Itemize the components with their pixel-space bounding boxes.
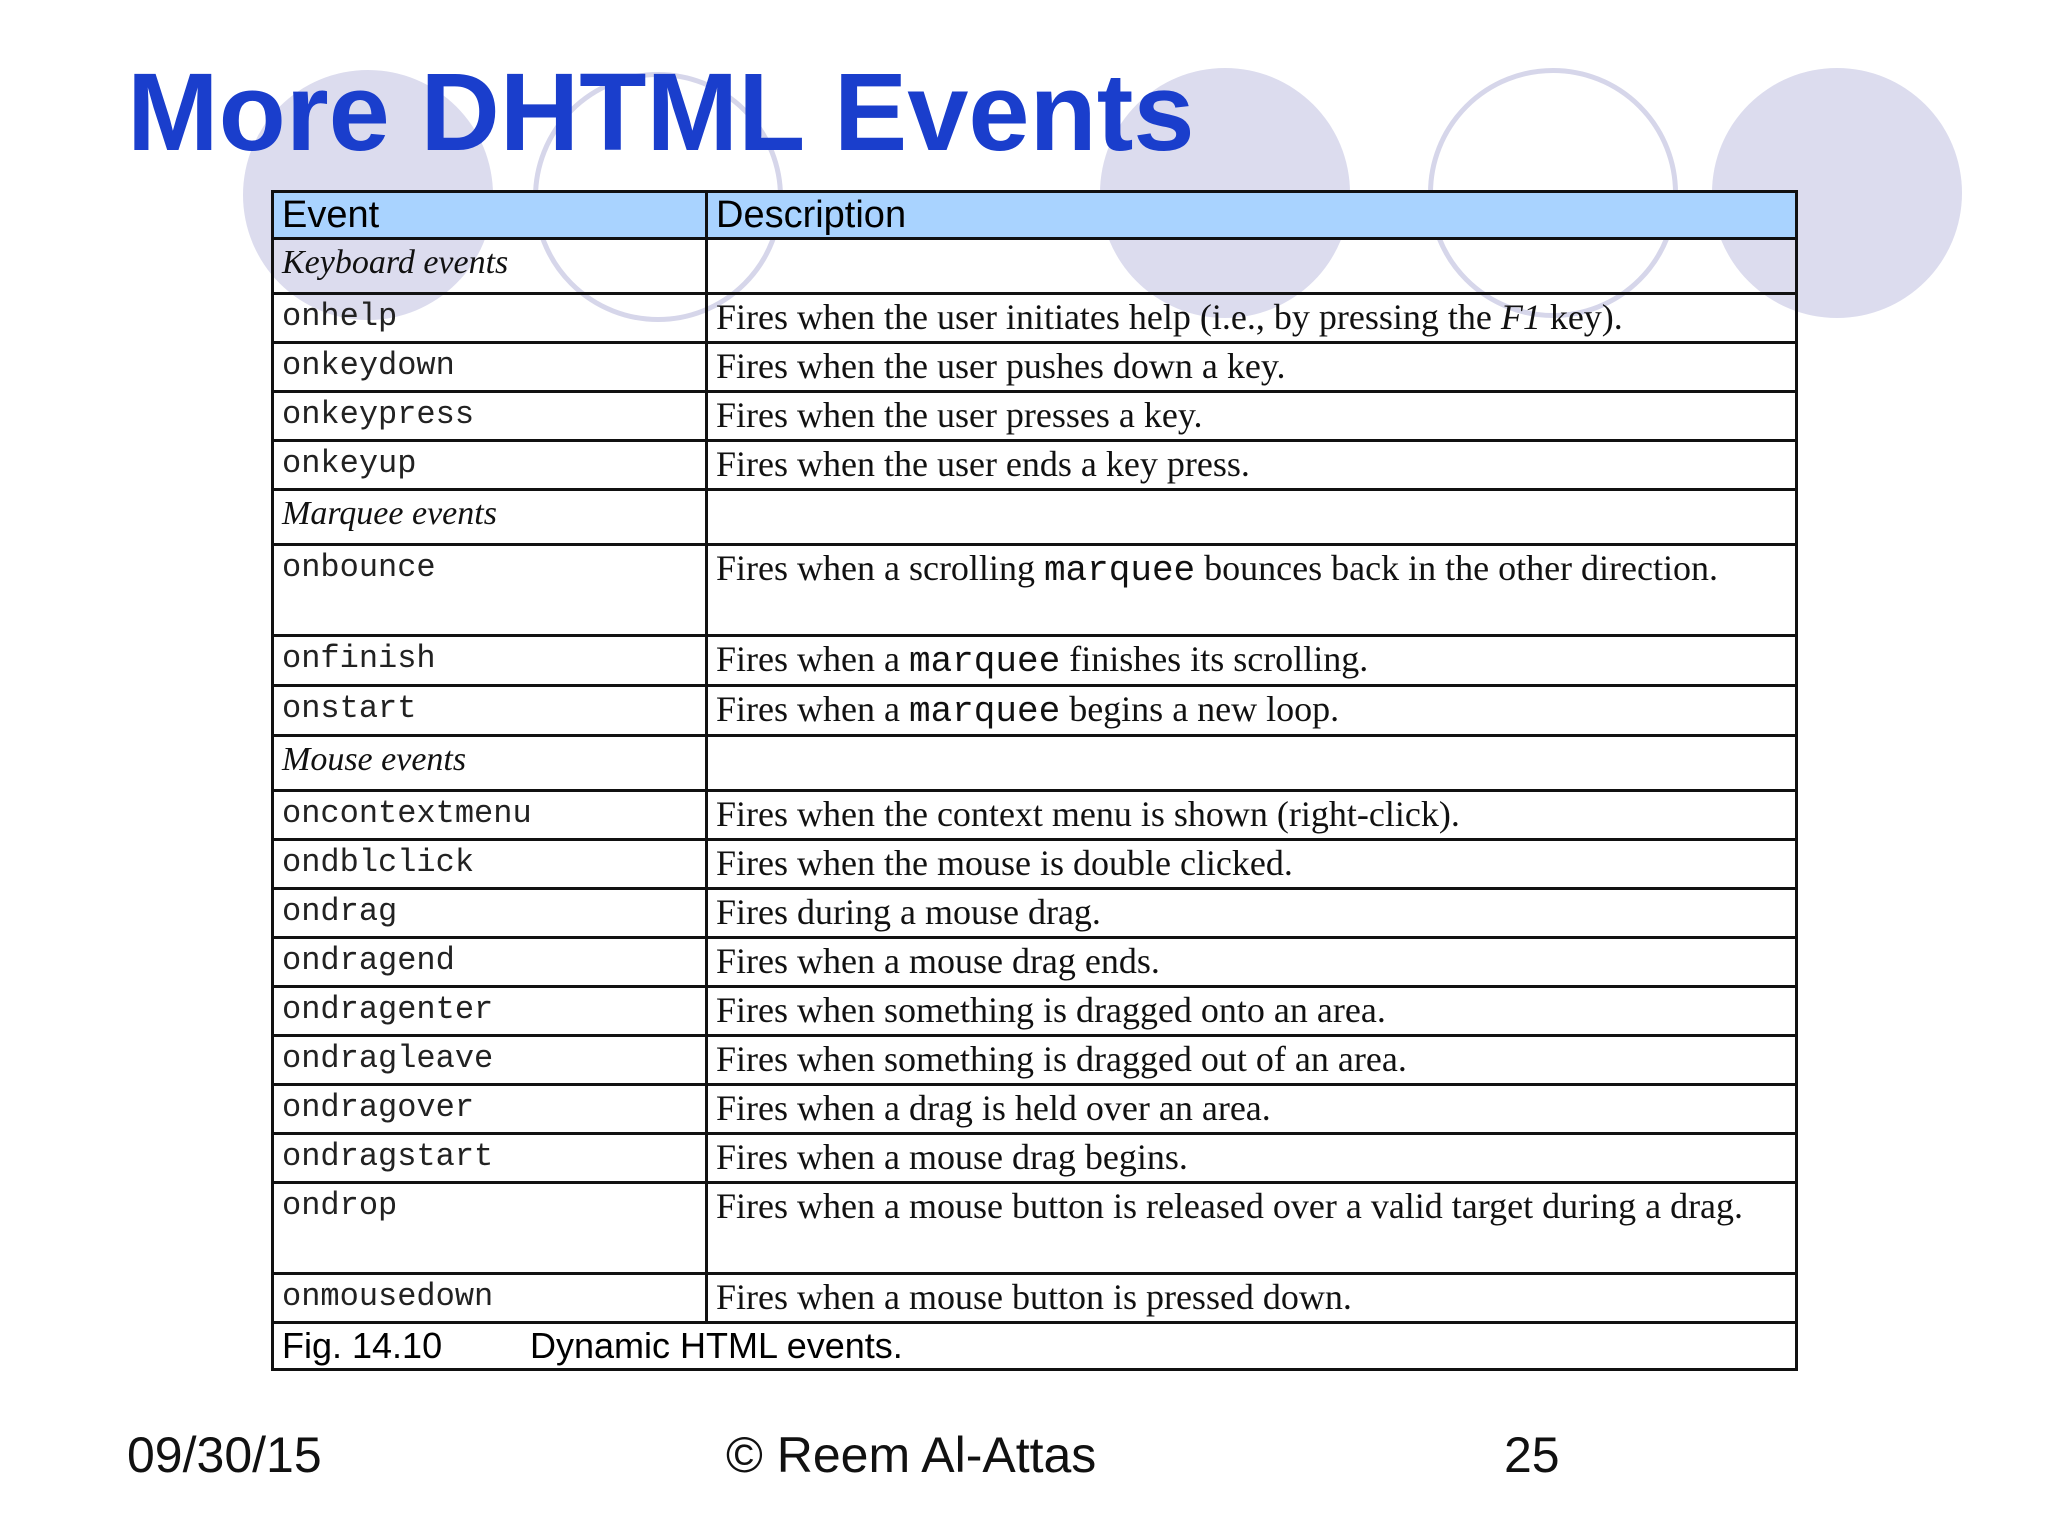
caption-text: Dynamic HTML events. (530, 1325, 903, 1366)
table-row (273, 294, 1797, 343)
table-row (273, 1085, 1797, 1134)
event-description (707, 545, 1797, 636)
description-text: Fires when the user presses a key. (716, 395, 1203, 435)
category-description-empty (707, 239, 1797, 294)
description-key: F1 (1500, 297, 1541, 337)
event-name: onkeydown (273, 343, 707, 392)
table-row (273, 1274, 1797, 1323)
description-text: Fires when a drag is held over an area. (716, 1088, 1271, 1128)
event-description (707, 1274, 1797, 1323)
table-row (273, 343, 1797, 392)
event-description (707, 1134, 1797, 1183)
description-text: Fires when a mouse button is released over a valid target during a drag. (716, 1186, 1744, 1226)
event-name: ondrag (273, 889, 707, 938)
event-description (707, 987, 1797, 1036)
description-text-end: finishes its scrolling. (1060, 639, 1369, 679)
description-text: Fires when the mouse is double clicked. (716, 843, 1293, 883)
category-label: Keyboard events (273, 239, 707, 294)
event-name: onkeypress (273, 392, 707, 441)
event-name: oncontextmenu (273, 791, 707, 840)
description-code: marquee (908, 641, 1061, 682)
description-text: Fires when a mouse drag ends. (716, 941, 1160, 981)
events-table (271, 190, 1798, 1371)
table-row (273, 545, 1797, 636)
category-row (273, 239, 1797, 294)
slide-title: More DHTML Events (127, 51, 1195, 174)
table-header-row (273, 192, 1797, 239)
table-row (273, 938, 1797, 987)
header-event: Event (273, 192, 707, 239)
description-text: Fires when something is dragged out of an area. (716, 1039, 1407, 1079)
category-label: Mouse events (273, 736, 707, 791)
description-text: Fires when the user initiates help (i.e., by pressing the (716, 297, 1501, 337)
event-description (707, 636, 1797, 686)
footer-date: 09/30/15 (127, 1427, 322, 1483)
description-text: Fires when the user pushes down a key. (716, 346, 1286, 386)
table-body (273, 239, 1797, 1323)
category-description-empty (707, 736, 1797, 791)
event-description (707, 791, 1797, 840)
description-text: Fires when a mouse drag begins. (716, 1137, 1188, 1177)
event-name: ondragstart (273, 1134, 707, 1183)
description-text: Fires during a mouse drag. (716, 892, 1101, 932)
table-row (273, 791, 1797, 840)
event-description (707, 1085, 1797, 1134)
event-description (707, 686, 1797, 736)
event-description (707, 840, 1797, 889)
description-text: Fires when a (716, 689, 909, 729)
event-description (707, 392, 1797, 441)
event-name: ondragleave (273, 1036, 707, 1085)
event-name: onstart (273, 686, 707, 736)
caption-number: Fig. 14.10 (282, 1325, 443, 1366)
event-name: onmousedown (273, 1274, 707, 1323)
description-code: marquee (908, 691, 1061, 732)
event-name: onkeyup (273, 441, 707, 490)
caption-row (273, 1323, 1797, 1370)
event-name: onhelp (273, 294, 707, 343)
event-name: ondragenter (273, 987, 707, 1036)
table-row (273, 1134, 1797, 1183)
table-row (273, 636, 1797, 686)
event-description (707, 294, 1797, 343)
description-code: marquee (1043, 550, 1196, 591)
event-description (707, 938, 1797, 987)
event-name: ondragend (273, 938, 707, 987)
description-text: Fires when the user ends a key press. (716, 444, 1250, 484)
table-row (273, 889, 1797, 938)
footer-page-number: 25 (1504, 1427, 1560, 1483)
description-text-end: begins a new loop. (1060, 689, 1340, 729)
description-text-end: key). (1540, 297, 1623, 337)
event-description (707, 441, 1797, 490)
header-description: Description (707, 192, 1797, 239)
table-row (273, 441, 1797, 490)
event-name: onfinish (273, 636, 707, 686)
event-description (707, 889, 1797, 938)
footer-author: © Reem Al-Attas (726, 1427, 1097, 1483)
event-description (707, 1036, 1797, 1085)
description-text: Fires when the context menu is shown (right-click). (716, 794, 1460, 834)
table-row (273, 987, 1797, 1036)
category-row (273, 736, 1797, 791)
description-text: Fires when a scrolling (716, 548, 1044, 588)
description-text: Fires when a (716, 639, 909, 679)
description-text-end: bounces back in the other direction. (1195, 548, 1718, 588)
table-row (273, 840, 1797, 889)
table-row (273, 1183, 1797, 1274)
category-description-empty (707, 490, 1797, 545)
event-name: ondblclick (273, 840, 707, 889)
table-row (273, 1036, 1797, 1085)
table-row (273, 392, 1797, 441)
event-description (707, 343, 1797, 392)
description-text: Fires when a mouse button is pressed down. (716, 1277, 1352, 1317)
event-name: onbounce (273, 545, 707, 636)
event-name: ondrop (273, 1183, 707, 1274)
table-caption (273, 1323, 1797, 1370)
table-row (273, 686, 1797, 736)
event-name: ondragover (273, 1085, 707, 1134)
category-label: Marquee events (273, 490, 707, 545)
category-row (273, 490, 1797, 545)
event-description (707, 1183, 1797, 1274)
description-text: Fires when something is dragged onto an area. (716, 990, 1386, 1030)
